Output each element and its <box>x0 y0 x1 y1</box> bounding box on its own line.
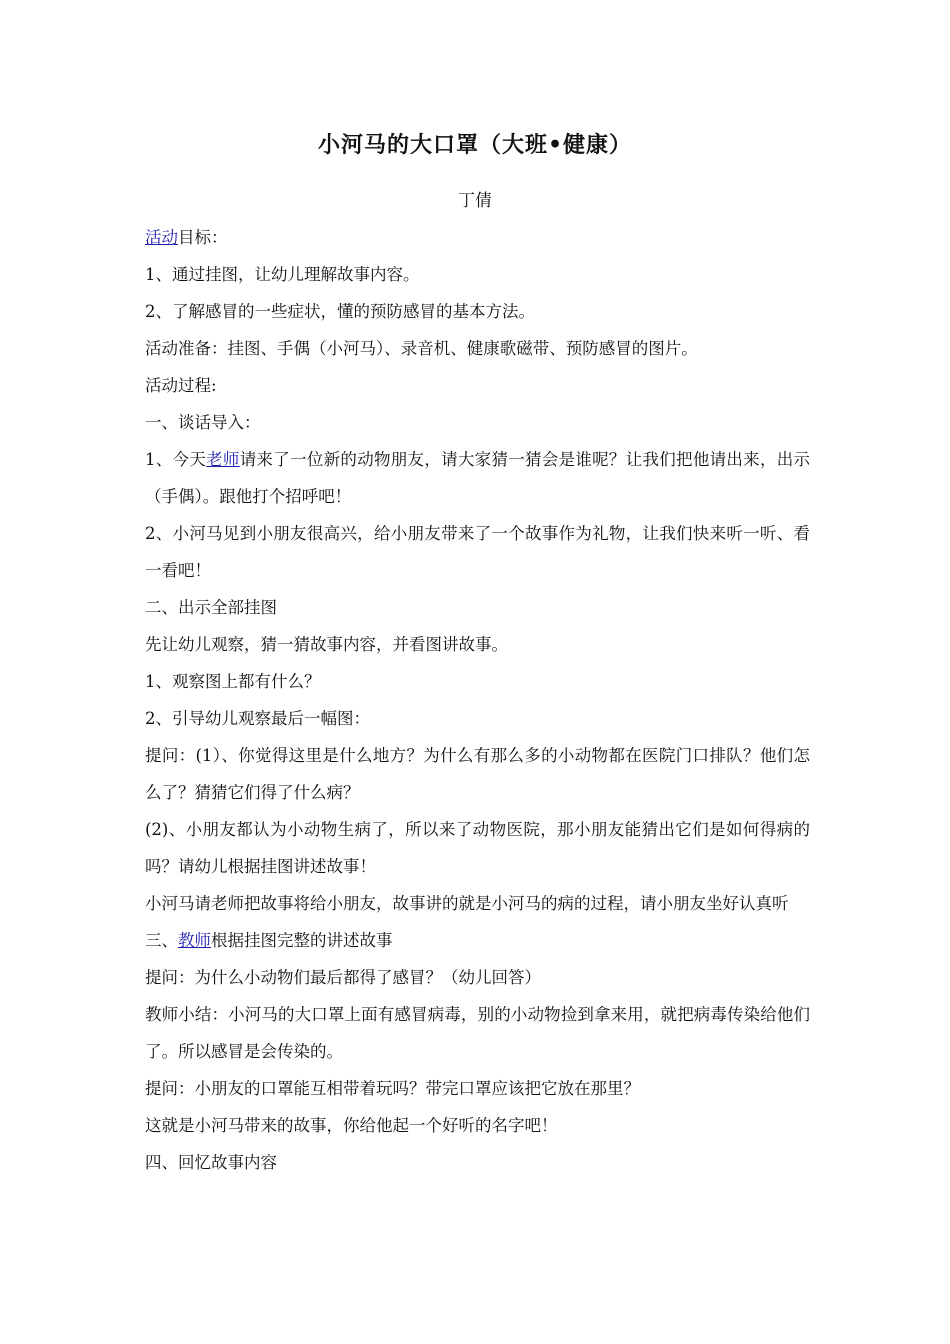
section-3-rest: 根据挂图完整的讲述故事 <box>211 931 393 950</box>
paragraph-1-rest: 请来了一位新的动物朋友，请大家猜一猜会是谁呢？让我们把他请出来，出示（手偶）。跟他打个招呼吧！ <box>145 450 811 506</box>
section-1-heading: 一、谈话导入： <box>145 413 261 432</box>
paragraph-1-start: 1、今天 <box>145 450 207 469</box>
document-author: 丁倩 <box>458 191 492 211</box>
section-2-heading: 二、出示全部挂图 <box>145 598 277 617</box>
section-3-prefix: 三、 <box>145 931 178 950</box>
paragraph-4: 1、观察图上都有什么？ <box>145 672 321 691</box>
paragraph-3: 先让幼儿观察，猜一猜故事内容，并看图讲故事。 <box>145 635 508 654</box>
activity-preparation: 活动准备：挂图、手偶（小河马）、录音机、健康歌磁带、预防感冒的图片。 <box>145 339 698 358</box>
paragraph-11: 提问：小朋友的口罩能互相带着玩吗？带完口罩应该把它放在那里？ <box>145 1079 640 1098</box>
goal-heading <box>145 219 810 256</box>
paragraph-2: 2、小河马见到小朋友很高兴，给小朋友带来了一个故事作为礼物，让我们快来听一听、看一看吧！ <box>145 524 810 580</box>
paragraph-8: 小河马请老师把故事将给小朋友，故事讲的就是小河马的病的过程，请小朋友坐好认真听 <box>145 894 789 913</box>
paragraph-5: 2、引导幼儿观察最后一幅图： <box>145 709 370 728</box>
paragraph-7: (2)、小朋友都认为小动物生病了，所以来了动物医院，那小朋友能猜出它们是如何得病的吗？请幼儿根据挂图讲述故事！ <box>145 820 810 876</box>
section-4-heading: 四、回忆故事内容 <box>145 1153 277 1172</box>
paragraph-12: 这就是小河马带来的故事，你给他起一个好听的名字吧！ <box>145 1116 558 1135</box>
goal-1: 1、通过挂图，让幼儿理解故事内容。 <box>145 265 420 284</box>
educator-link[interactable]: 教师 <box>178 931 211 950</box>
paragraph-6: 提问：(1）、你觉得这里是什么地方？为什么有那么多的小动物都在医院门口排队？他们怎么了？猜猜它们得了什么病？ <box>145 746 810 802</box>
activity-link[interactable]: 活动 <box>145 228 178 247</box>
paragraph-10: 教师小结：小河马的大口罩上面有感冒病毒，别的小动物捡到拿来用，就把病毒传染给他们了。所以感冒是会传染的。 <box>145 1005 810 1061</box>
goal-2: 2、了解感冒的一些症状，懂的预防感冒的基本方法。 <box>145 302 535 321</box>
activity-process-heading: 活动过程: <box>145 376 217 395</box>
teacher-link[interactable]: 老师 <box>206 450 240 469</box>
document-title: 小河马的大口罩（大班•健康） <box>317 132 633 158</box>
section-3-heading <box>145 922 810 959</box>
goal-heading-text: 目标： <box>178 228 228 247</box>
document-body <box>145 219 810 1181</box>
paragraph-1 <box>145 441 810 515</box>
paragraph-9: 提问：为什么小动物们最后都得了感冒？（幼儿回答） <box>145 968 541 987</box>
